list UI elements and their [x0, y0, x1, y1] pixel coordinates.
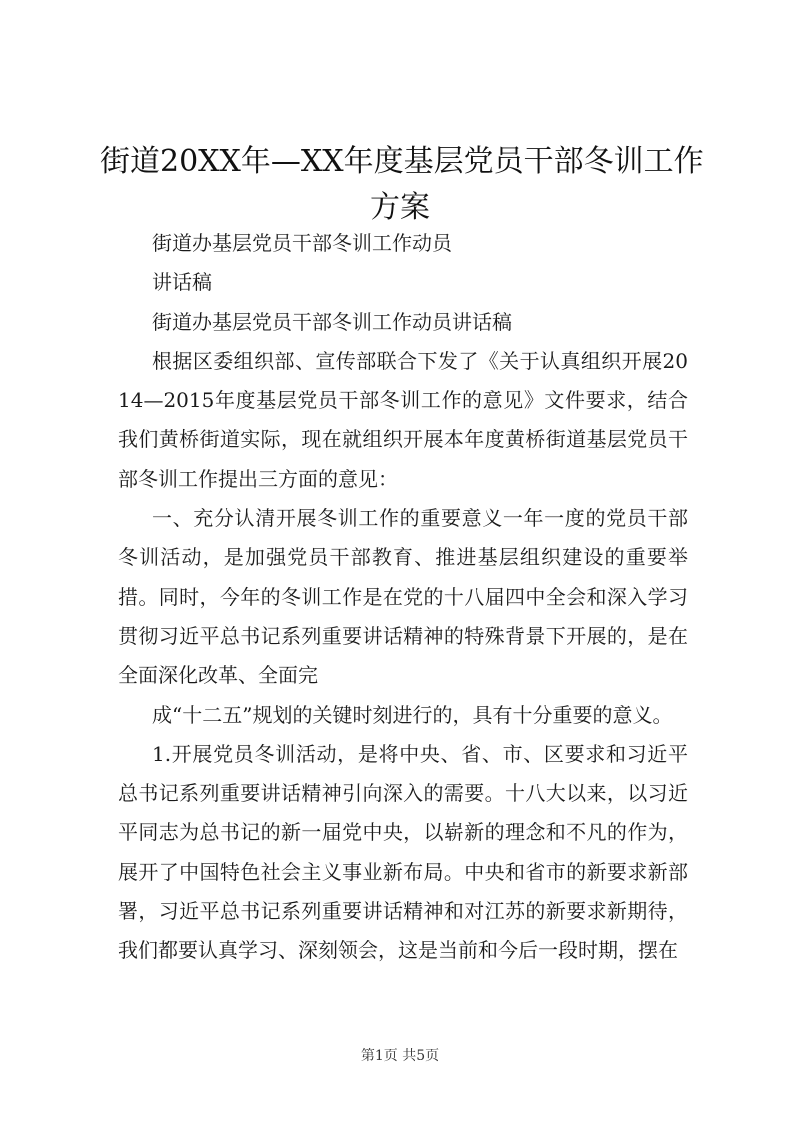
- paragraph-3: 街道办基层党员干部冬训工作动员讲话稿: [152, 309, 512, 334]
- paragraph-2: 讲话稿: [152, 270, 212, 295]
- paragraph-6: 成“十二五”规划的关键时刻进行的，具有十分重要的意义。: [152, 702, 673, 727]
- paragraph-7: 1.开展党员冬训活动，是将中央、省、市、区要求和习近平总书记系列重要讲话精神引向深入的需要。十八大以来，以习近平同志为总书记的新一届党中央，以崭新的理念和不凡的作为，展开了中国特色社会主义事业新布局。中央和省市的新要求新部署，习近平总书记系列重要讲话精神和对江苏的新要求新期待，我们都要认真学习、深刻领会，这是当前和今后一段时期，摆在: [118, 741, 688, 963]
- document-title-line-2: 方案: [370, 190, 430, 225]
- page-number-footer: 第1页 共5页: [360, 1048, 440, 1064]
- paragraph-4: 根据区委组织部、宣传部联合下发了《关于认真组织开展2014—2015年度基层党员干部冬训工作的意见》文件要求，结合我们黄桥街道实际，现在就组织开展本年度黄桥街道基层党员干部冬训工作提出三方面的意见：: [118, 348, 688, 491]
- paragraph-1: 街道办基层党员干部冬训工作动员: [152, 231, 452, 255]
- document-body: [118, 224, 688, 971]
- document-title-line-1: 街道20XX年—XX年度基层党员干部冬训工作: [100, 144, 704, 179]
- paragraph-5: 一、充分认清开展冬训工作的重要意义一年一度的党员干部冬训活动，是加强党员干部教育、推进基层组织建设的重要举措。同时，今年的冬训工作是在党的十八届四中全会和深入学习贯彻习近平总书记系列重要讲话精神的特殊背景下开展的，是在全面深化改革、全面完: [118, 506, 688, 688]
